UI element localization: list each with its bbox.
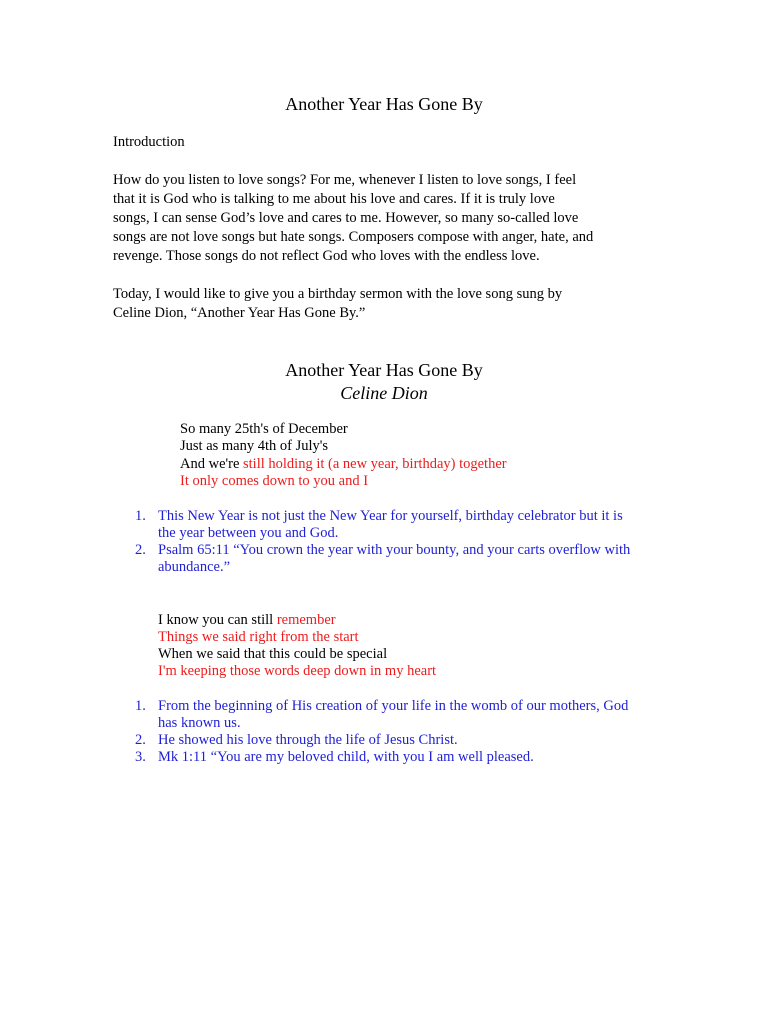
- lyric-line: [180, 456, 507, 473]
- introduction-heading: Introduction: [113, 134, 185, 150]
- list-item-line: He showed his love through the life of Jesus Christ.: [158, 732, 458, 748]
- lyric-line: So many 25th's of December: [180, 421, 348, 437]
- lyric-text: And we're: [180, 456, 244, 472]
- list-item-line: This New Year is not just the New Year for yourself, birthday celebrator but it is: [158, 508, 623, 524]
- list-item: [113, 542, 673, 576]
- list-number: 2.: [135, 732, 146, 748]
- lyric-text: I know you can still: [158, 612, 277, 628]
- paragraph-line: songs are not love songs but hate songs. Composers compose with anger, hate, and: [113, 229, 594, 245]
- list-item-line: has known us.: [158, 715, 241, 731]
- list-item-line: the year between you and God.: [158, 525, 339, 541]
- list-item-line: Psalm 65:11 “You crown the year with your bounty, and your carts overflow with: [158, 542, 631, 558]
- list-item: [113, 508, 673, 542]
- sermon-paragraph: [113, 285, 658, 323]
- song-artist: Celine Dion: [340, 383, 428, 403]
- lyric-highlight-line: It only comes down to you and I: [180, 473, 369, 489]
- intro-paragraph: [113, 171, 658, 266]
- paragraph-line: Today, I would like to give you a birthday sermon with the love song sung by: [113, 286, 563, 302]
- list-item: [113, 749, 673, 766]
- paragraph-line: revenge. Those songs do not reflect God who loves with the endless love.: [113, 248, 540, 264]
- list-number: 1.: [135, 698, 146, 714]
- list-item: [113, 698, 673, 732]
- list-item-line: abundance.”: [158, 559, 231, 575]
- list-number: 2.: [135, 542, 146, 558]
- lyric-highlight: remember: [276, 612, 336, 628]
- paragraph-line: Celine Dion, “Another Year Has Gone By.”: [113, 305, 366, 321]
- lyric-highlight-line: Things we said right from the start: [158, 629, 359, 645]
- lyric-line: When we said that this could be special: [158, 646, 388, 662]
- paragraph-line: that it is God who is talking to me about his love and cares. If it is truly love: [113, 191, 555, 207]
- list-number: 1.: [135, 508, 146, 524]
- paragraph-line: How do you listen to love songs? For me, whenever I listen to love songs, I feel: [113, 172, 577, 188]
- list-item-line: From the beginning of His creation of your life in the womb of our mothers, God: [158, 698, 629, 714]
- numbered-list-1: [113, 508, 673, 576]
- list-item: [113, 732, 673, 749]
- numbered-list-2: [113, 698, 673, 766]
- list-number: 3.: [135, 749, 146, 765]
- paragraph-line: songs, I can sense God’s love and cares to me. However, so many so-called love: [113, 210, 579, 226]
- lyric-line: [158, 612, 336, 629]
- document-title: Another Year Has Gone By: [285, 94, 483, 114]
- lyric-line: Just as many 4th of July's: [180, 438, 329, 454]
- lyric-highlight: still holding it (a new year, birthday) together: [243, 456, 507, 472]
- song-title: Another Year Has Gone By: [285, 360, 483, 380]
- lyric-highlight-line: I'm keeping those words deep down in my heart: [158, 663, 437, 679]
- list-item-line: Mk 1:11 “You are my beloved child, with you I am well pleased.: [158, 749, 534, 765]
